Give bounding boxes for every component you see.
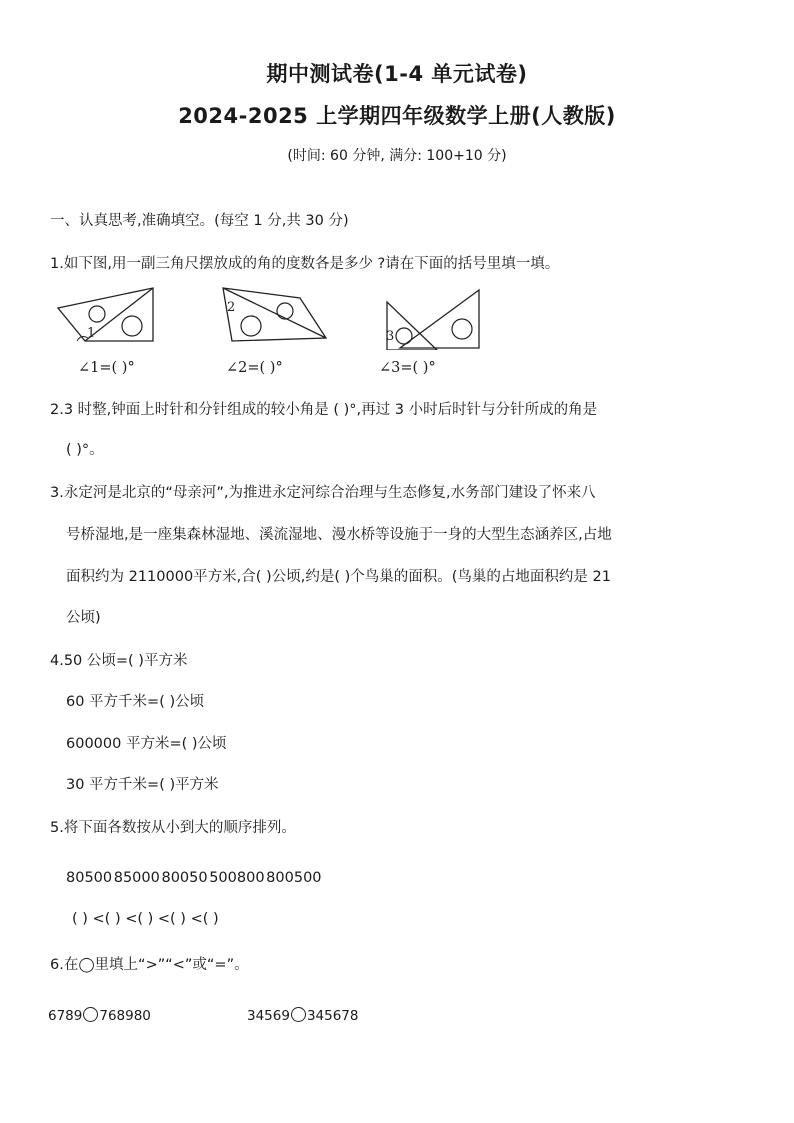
triangle-ruler-figure-3 [382, 288, 482, 350]
question-3-line-1: 3.永定河是北京的“母亲河”,为推进永定河综合治理与生态修复,水务部门建设了怀来八 [50, 485, 596, 501]
compare-item-2-right: 345678 [306, 1008, 359, 1024]
question-4-line-3: 600000 平方米=( )公顷 [66, 736, 227, 752]
answer-circle-icon[interactable] [291, 1007, 306, 1022]
question-1-text: 1.如下图,用一副三角尺摆放成的角的度数各是多少 ?请在下面的括号里填一填。 [50, 256, 560, 272]
question-5-text: 5.将下面各数按从小到大的顺序排列。 [50, 820, 296, 836]
angle-3-answer[interactable]: ∠3=( )° [379, 360, 436, 376]
compare-item-2-left: 34569 [247, 1008, 290, 1024]
numbers-to-order: 80500 85000 80050 500800 800500 [66, 870, 322, 886]
angle-label-2: 2 [227, 300, 236, 315]
question-4-line-1: 4.50 公顷=( )平方米 [50, 653, 188, 669]
answer-circle-icon[interactable] [83, 1007, 98, 1022]
exam-info: (时间: 60 分钟, 满分: 100+10 分) [287, 148, 507, 164]
angle-1-answer[interactable]: ∠1=( )° [78, 360, 135, 376]
question-3-line-2: 号桥湿地,是一座集森林湿地、溪流湿地、漫水桥等设施于一身的大型生态涵养区,占地 [66, 527, 612, 543]
compare-item-1 [48, 1007, 151, 1024]
triangle-ruler-figure-2 [218, 286, 330, 346]
triangle-ruler-figure-1 [55, 286, 160, 346]
question-2-line-1: 2.3 时整,钟面上时针和分针组成的较小角是 ( )°,再过 3 小时后时针与分针所成的角是 [50, 402, 598, 418]
angle-2-answer[interactable]: ∠2=( )° [226, 360, 283, 376]
page-title: 期中测试卷(1-4 单元试卷) [266, 62, 528, 86]
question-3-line-4: 公顷) [66, 610, 101, 626]
question-4-line-4: 30 平方千米=( )平方米 [66, 777, 219, 793]
question-2-line-2: ( )°。 [66, 442, 104, 458]
compare-item-2 [247, 1007, 359, 1024]
question-6-text: 6.在◯里填上“>”“<”或“=”。 [50, 957, 249, 973]
question-4-line-2: 60 平方千米=( )公顷 [66, 694, 205, 710]
compare-item-1-right: 768980 [99, 1008, 151, 1024]
question-3-line-3: 面积约为 2110000平方米,合( )公顷,约是( )个鸟巢的面积。(鸟巢的占地面积约是 21 [66, 569, 611, 585]
order-answer-line[interactable]: ( ) <( ) <( ) <( ) <( ) [72, 911, 219, 927]
compare-item-1-left: 6789 [48, 1008, 83, 1024]
angle-label-1: 1 [87, 326, 96, 341]
section-heading: 一、认真思考,准确填空。(每空 1 分,共 30 分) [50, 213, 349, 229]
angle-label-3: 3 [386, 329, 395, 344]
page-subtitle-title: 2024-2025 上学期四年级数学上册(人教版) [178, 104, 616, 128]
